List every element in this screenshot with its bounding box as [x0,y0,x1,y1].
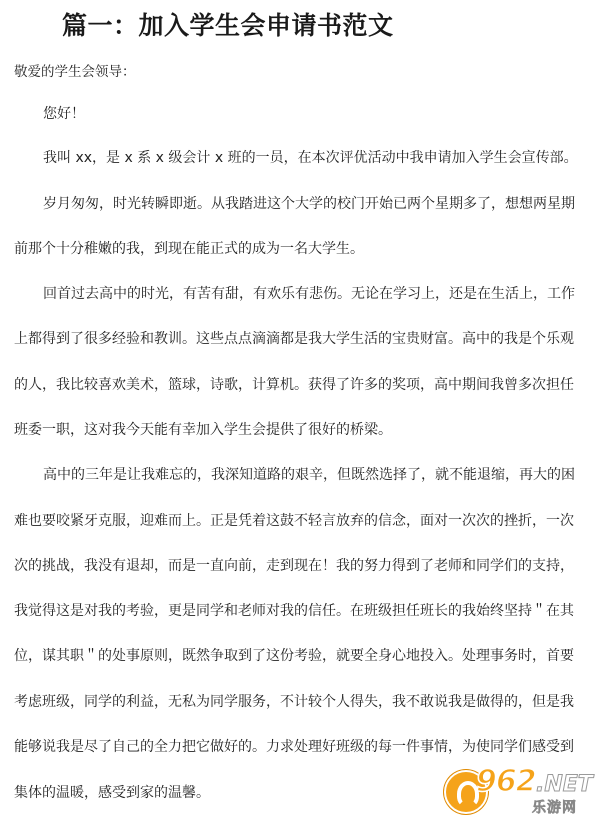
salutation: 敬爱的学生会领导： [14,64,136,80]
greeting-line: 您好！ [43,106,85,122]
paragraph-line: 考虑班级，同学的利益，无私为同学服务，不计较个人得失，我不敢说我是做得的，但是我 [14,694,574,710]
paragraph-line: 难也要咬紧牙克服，迎难而上。正是凭着这鼓不轻言放弃的信念，面对一次次的挫折，一次 [14,513,574,529]
paragraph-line: 位，谋其职＂的处事原则，既然争取到了这份考验，就要全身心地投入。处理事务时，首要 [14,648,574,664]
paragraph-line: 上都得到了很多经验和教训。这些点点滴滴都是我大学生活的宝贵财富。高中的我是个乐观 [14,331,574,347]
paragraph-line: 我觉得这是对我的考验，更是同学和老师对我的信任。在班级担任班长的我始终坚持＂在其 [14,603,574,619]
paragraph-line: 前那个十分稚嫩的我，到现在能正式的成为一名大学生。 [14,241,364,257]
paragraph-line: 次的挑战，我没有退却，而是一直向前，走到现在！我的努力得到了老师和同学们的支持， [14,558,574,574]
watermark-subtitle: 乐游网 [532,800,577,816]
watermark-number: 962 [476,764,536,799]
paragraph-line: 岁月匆匆，时光转瞬即逝。从我踏进这个大学的校门开始已两个星期多了，想想两星期 [43,196,575,212]
paragraph-line: 集体的温暖，感受到家的温馨。 [14,785,210,801]
paragraph-line: 我叫 xx，是 x 系 x 级会计 x 班的一员，在本次评优活动中我申请加入学生会宣传部。 [43,150,578,166]
document-title: 篇一：加入学生会申请书范文 [62,11,394,40]
paragraph-line: 能够说我是尽了自己的全力把它做好的。力求处理好班级的每一件事情，为使同学们感受到 [14,739,574,755]
paragraph-line: 班委一职，这对我今天能有幸加入学生会提供了很好的桥梁。 [14,422,392,438]
watermark-suffix: .NET [536,772,593,797]
paragraph-line: 高中的三年是让我难忘的，我深知道路的艰辛，但既然选择了，就不能退缩，再大的困 [43,467,575,483]
site-watermark-logo [444,764,594,816]
paragraph-line: 的人，我比较喜欢美术，篮球，诗歌，计算机。获得了许多的奖项，高中期间我曾多次担任 [14,377,574,393]
paragraph-line: 回首过去高中的时光，有苦有甜，有欢乐有悲伤。无论在学习上，还是在生活上，工作 [43,286,575,302]
